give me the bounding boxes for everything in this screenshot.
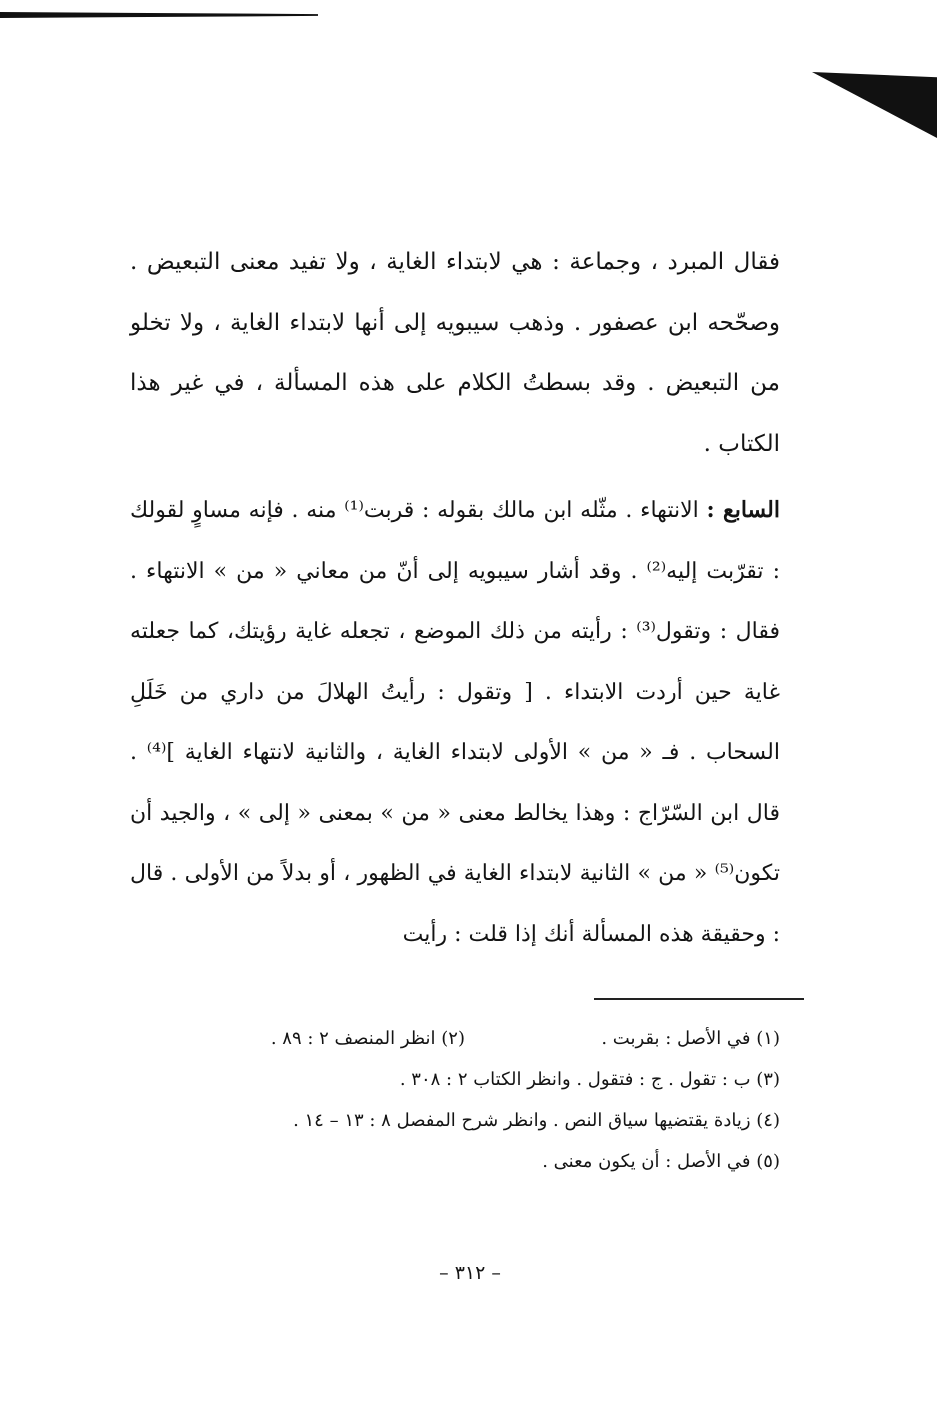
body-paragraph-2 xyxy=(130,480,780,965)
top-edge-rule xyxy=(0,12,318,18)
page-number: – ٣١٢ – xyxy=(439,1262,501,1284)
footnote-row-5 xyxy=(150,1141,780,1182)
paragraph-1-text: فقال المبرد ، وجماعة : هي لابتداء الغاية ، ولا تفيد معنى التبعيض . وصحّحه ابن عصفور . وذهب سيبويه إلى أنها لابتداء الغاية ، ولا تخلو من التبعيض . وقد بسطتُ الكلام على هذه المسألة ، في غير هذا الكتاب . xyxy=(130,249,780,457)
paragraph-2-lead: السابع : xyxy=(706,497,781,523)
footnotes xyxy=(150,1018,780,1182)
paragraph-2-text: الانتهاء . مثّله ابن مالك بقوله : قربت⁽¹⁾ منه . فإنه مساوٍ لقولك : تقرّبت إليه⁽²⁾ . وقد أشار سيبويه إلى أنّ من معاني « من » الانتهاء . فقال : وتقول⁽³⁾ : رأيته من ذلك الموضع ، تجعله غاية رؤيتك، كما جعلته غاية حين أردت الابتداء . [ وتقول : رأيتُ الهلالَ من داري من خَلَلِ السحاب . فـ « من » الأولى لابتداء الغاية ، والثانية لانتهاء الغاية ]⁽⁴⁾ . قال ابن السّرّاج : وهذا يخالط معنى « من » بمعنى « إلى » ، والجيد أن تكون⁽⁵⁾ « من » الثانية لابتداء الغاية في الظهور ، أو بدلاً من الأولى . قال : وحقيقة هذه المسألة أنك إذا قلت : رأيت xyxy=(130,498,780,947)
footnote-5: (٥) في الأصل : أن يكون معنى . xyxy=(542,1151,780,1172)
footnote-4: (٤) زيادة يقتضيها سياق النص . وانظر شرح المفصل ٨ : ١٣ – ١٤ . xyxy=(293,1110,780,1131)
footnote-row-3 xyxy=(150,1059,780,1100)
body-paragraph-1 xyxy=(130,232,780,474)
footnote-1: (١) في الأصل : بقربت . xyxy=(601,1028,780,1049)
corner-shadow-mark xyxy=(812,72,937,138)
footnote-separator xyxy=(594,998,804,1000)
footnote-2: (٢) انظر المنصف ٢ : ٨٩ . xyxy=(270,1028,465,1049)
footnote-3: (٣) ب : تقول . ج : فتقول . وانظر الكتاب ٢ : ٣٠٨ . xyxy=(399,1069,780,1090)
footnote-row-1 xyxy=(150,1018,780,1059)
footnote-row-4 xyxy=(150,1100,780,1141)
